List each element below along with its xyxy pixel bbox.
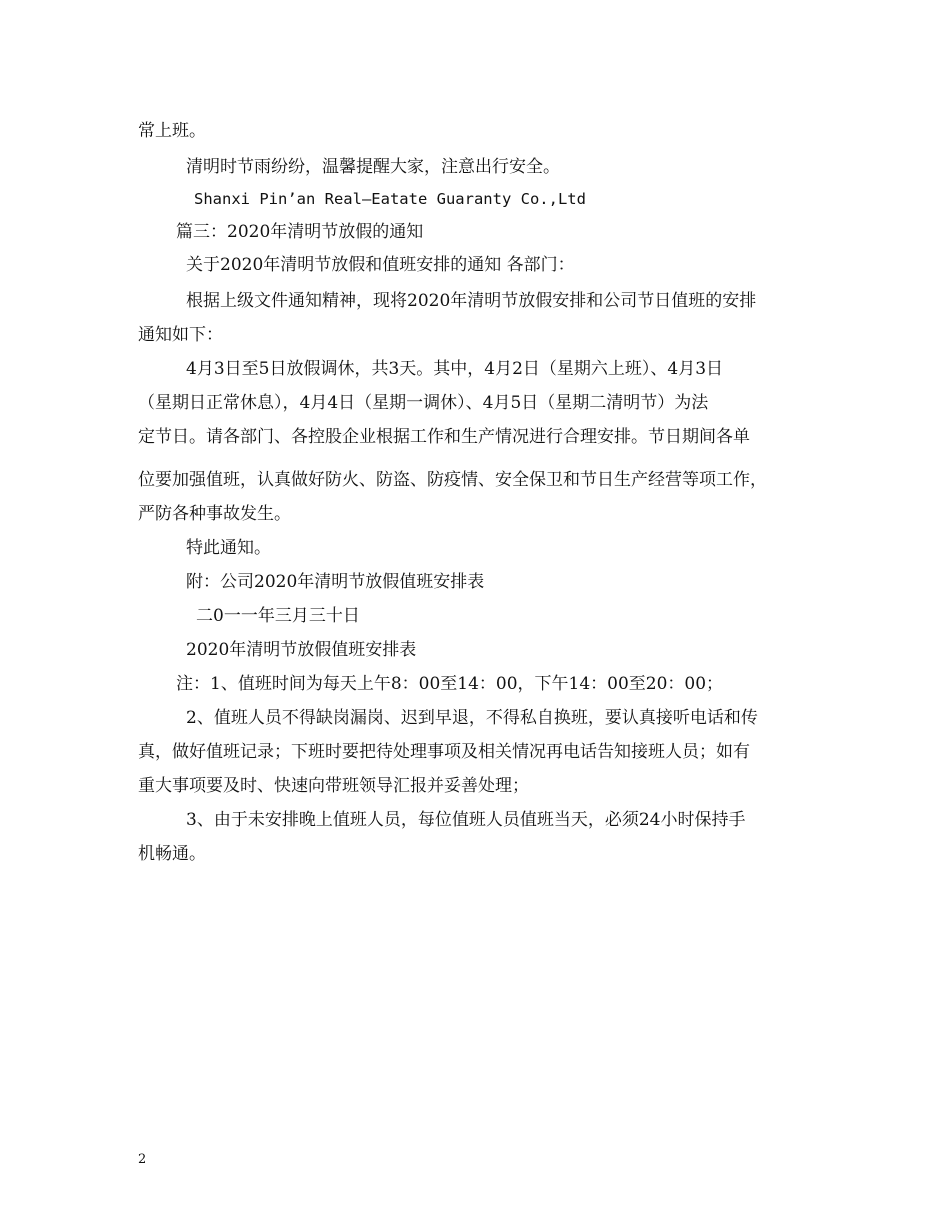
text-line: （星期日正常休息），4月4日（星期一调休）、4月5日（星期二清明节）为法 [138,393,709,413]
text-line: 特此通知。 [186,538,271,558]
attachment-line: 附：公司2020年清明节放假值班安排表 [186,572,485,592]
text-line: 4月3日至5日放假调休，共3天。其中，4月2日（星期六上班）、4月3日 [186,359,724,379]
page-number: 2 [138,1152,147,1167]
text-line: 重大事项要及时、快速向带班领导汇报并妥善处理； [138,776,529,796]
text-line: 定节日。请各部门、各控股企业根据工作和生产情况进行合理安排。节日期间各单 [138,427,750,447]
notice-title: 关于2020年清明节放假和值班安排的通知 各部门： [186,255,575,275]
note-line: 3、由于未安排晚上值班人员，每位值班人员值班当天，必须24小时保持手 [186,810,746,830]
company-name-line: Shanxi Pin’an Real—Eatate Guaranty Co.,Ltd [194,190,586,208]
text-line: 通知如下： [138,325,223,345]
note-line: 注：1、值班时间为每天上午8：00至14：00，下午14：00至20：00； [176,674,724,694]
text-line: 清明时节雨纷纷，温馨提醒大家，注意出行安全。 [186,157,560,177]
schedule-title: 2020年清明节放假值班安排表 [186,640,417,660]
section-heading: 篇三：2020年清明节放假的通知 [176,222,424,242]
text-line: 真，做好值班记录；下班时要把待处理事项及相关情况再电话告知接班人员；如有 [138,742,750,762]
date-line: 二0一一年三月三十日 [196,606,360,626]
text-line: 严防各种事故发生。 [138,504,291,524]
text-line: 机畅通。 [138,844,206,864]
text-line: 位要加强值班，认真做好防火、防盗、防疫情、安全保卫和节日生产经营等项工作， [138,470,767,490]
text-line: 根据上级文件通知精神，现将2020年清明节放假安排和公司节日值班的安排 [186,291,757,311]
note-line: 2、值班人员不得缺岗漏岗、迟到早退，不得私自换班，要认真接听电话和传 [186,708,758,728]
text-line: 常上班。 [138,121,206,141]
